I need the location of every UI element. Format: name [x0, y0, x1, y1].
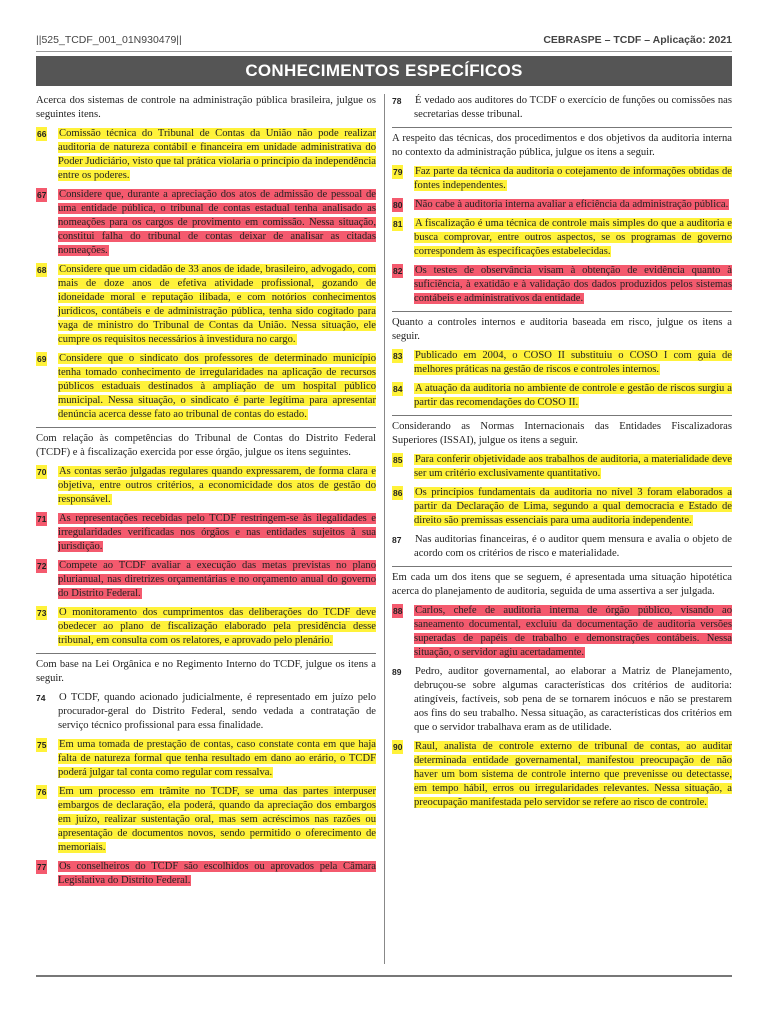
question-text-content: Os testes de observância visam à obtenção de evidência quanto à suficiência, à exatidão e à validação dos dados produzidos pelos sistemas contábeis e administrativos da entidade.: [414, 265, 732, 304]
section-divider: [392, 127, 732, 128]
question-text-content: As contas serão julgadas regulares quando expressarem, de forma clara e objetiva, entre outros critérios, a economicidade dos atos de gestão do responsável.: [58, 466, 376, 505]
question-item: [392, 486, 732, 528]
section-intro: Com base na Lei Orgânica e no Regimento Interno do TCDF, julgue os itens a seguir.: [36, 659, 376, 684]
question-text: [58, 352, 376, 422]
section-intro: Acerca dos sistemas de controle na administração pública brasileira, julgue os seguintes itens.: [36, 95, 376, 120]
question-item: [392, 165, 732, 193]
right-column: [392, 94, 732, 815]
question-item: [36, 352, 376, 422]
question-item: [36, 860, 376, 888]
question-text: [58, 785, 376, 855]
question-number: 69: [37, 354, 47, 364]
question-item: [36, 512, 376, 554]
question-number: 86: [393, 488, 403, 498]
page-header: [36, 34, 732, 48]
question-item: [392, 604, 732, 660]
question-text: [414, 665, 732, 735]
question-text-content: Não cabe à auditoria interna avaliar a eficiência da administração pública.: [415, 199, 729, 210]
column-divider: [384, 94, 385, 964]
question-number: 87: [392, 535, 402, 545]
question-text: [58, 606, 376, 648]
question-text-content: Nas auditorias financeiras, é o auditor quem mensura e avalia o objeto de acordo com os critérios de risco e materialidade.: [414, 534, 732, 559]
item-list: [36, 465, 376, 648]
question-text: [414, 264, 732, 306]
question-text-content: Considere que um cidadão de 33 anos de idade, brasileiro, advogado, com mais de doze anos de efetiva atividade profissional, gozando de idoneidade moral e reputação ilibada, e com notórios conhecimentos jurídicos, contábeis e de administração pública, tenha sido cogitado para vaga de ministro do Tribunal de Contas da União. Nessa situação, ele cumpre os requisitos necessários à investidura no cargo.: [58, 264, 376, 345]
question-item: [392, 94, 732, 122]
item-list: [36, 127, 376, 422]
question-text-content: Comissão técnica do Tribunal de Contas da União não pode realizar auditoria de natureza contábil e financeira em unidade administrativa do Poder Judiciário, visto que tal prática violaria o princípio da independência entre os poderes.: [58, 128, 377, 181]
question-item: [36, 738, 376, 780]
question-text: [58, 188, 376, 258]
question-number: 73: [37, 608, 47, 618]
question-number: 82: [393, 266, 403, 276]
question-text-content: Considere que, durante a apreciação dos atos de admissão de pessoal de uma entidade pública, o tribunal de contas estadual tenha analisado as nomeações para os cargos de provimento em comissão. Nessa situação, constitui falha do tribunal de contas deixar de analisar as citadas nomeações.: [58, 189, 376, 256]
question-item: [36, 263, 376, 347]
question-text: [58, 738, 376, 780]
question-item: [392, 533, 732, 561]
question-item: [392, 349, 732, 377]
item-list: [392, 349, 732, 410]
section-divider: [392, 566, 732, 567]
question-item: [392, 264, 732, 306]
question-item: [392, 382, 732, 410]
question-text: [414, 198, 732, 212]
question-text: [414, 94, 732, 122]
question-number: 66: [37, 129, 47, 139]
question-text: [414, 486, 732, 528]
question-text: [414, 349, 732, 377]
question-text: [414, 533, 732, 561]
section-divider: [392, 311, 732, 312]
question-text-content: Raul, analista de controle externo de tribunal de contas, ao auditar determinada entidade governamental, manifestou preocupação de não haver um bom sistema de controle interno que prevenisse ou detectasse, em tempo hábil, erros ou irregularidades relevantes. Nessa situação, a preocupação manifestada pelo servidor se refere ao risco de controle.: [414, 741, 732, 808]
section-divider: [36, 653, 376, 654]
question-item: [392, 740, 732, 810]
question-number: 80: [393, 200, 403, 210]
section-intro: Com relação às competências do Tribunal de Contas do Distrito Federal (TCDF) e à fiscalização exercida por esse órgão, julgue os itens seguintes.: [36, 433, 376, 458]
question-text: [414, 382, 732, 410]
question-text: [58, 691, 376, 733]
item-list: [392, 94, 732, 122]
document-code: ||525_TCDF_001_01N930479||: [36, 34, 182, 46]
question-item: [36, 785, 376, 855]
question-text-content: Os conselheiros do TCDF são escolhidos ou aprovados pela Câmara Legislativa do Distrito Federal.: [58, 861, 376, 886]
question-item: [36, 691, 376, 733]
question-text-content: Para conferir objetividade aos trabalhos de auditoria, a materialidade deve ser um critério exclusivamente quantitativo.: [414, 454, 732, 479]
question-text-content: O monitoramento dos cumprimentos das deliberações do TCDF deve obedecer ao plano de fiscalização elaborado pela presidência desse tribunal, em consulta com os relatores, e aprovado pelo plenário.: [58, 607, 376, 646]
question-number: 79: [393, 167, 403, 177]
question-text-content: É vedado aos auditores do TCDF o exercício de funções ou comissões nas secretarias desse tribunal.: [414, 95, 732, 120]
section-divider: [392, 415, 732, 416]
question-item: [392, 217, 732, 259]
section-intro: Considerando as Normas Internacionais das Entidades Fiscalizadoras Superiores (ISSAI), julgue os itens a seguir.: [392, 421, 732, 446]
question-number: 83: [393, 351, 403, 361]
question-text: [58, 860, 376, 888]
question-text-content: Em uma tomada de prestação de contas, caso constate conta em que haja falta de natureza formal que tenha resultado em dano ao erário, o TCDF poderá julgar tal conta como regular com ressalva.: [58, 739, 376, 778]
question-number: 76: [37, 787, 47, 797]
question-number: 88: [393, 606, 403, 616]
question-number: 84: [393, 384, 403, 394]
question-text-content: O TCDF, quando acionado judicialmente, é representado em juízo pelo procurador-geral do Distrito Federal, sendo vedada a contratação de serviço técnico profissional para essa finalidade.: [58, 692, 376, 731]
header-divider: [36, 51, 732, 52]
question-item: [392, 453, 732, 481]
question-item: [36, 127, 376, 183]
question-number: 89: [392, 667, 402, 677]
question-text: [58, 512, 376, 554]
question-text-content: Faz parte da técnica da auditoria o cotejamento de informações obtidas de fontes independentes.: [414, 166, 732, 191]
question-text-content: A fiscalização é uma técnica de controle mais simples do que a auditoria e busca comprovar, entre outros aspectos, se os programas de governo correspondem às especificações estabelecidas.: [414, 218, 732, 257]
question-item: [392, 665, 732, 735]
question-number: 78: [392, 96, 402, 106]
question-number: 77: [37, 862, 47, 872]
question-number: 71: [37, 514, 47, 524]
question-text-content: A atuação da auditoria no ambiente de controle e gestão de riscos surgiu a partir das recomendações do COSO II.: [414, 383, 732, 408]
question-text-content: Compete ao TCDF avaliar a execução das metas previstas no plano plurianual, nas diretrizes orçamentárias e no orçamento anual do governo do Distrito Federal.: [58, 560, 376, 599]
question-item: [36, 559, 376, 601]
left-column: [36, 94, 376, 893]
question-number: 67: [37, 190, 47, 200]
question-text-content: Carlos, chefe de auditoria interna de órgão público, visando ao saneamento documental, excluiu da documentação de auditoria versões superadas de papéis de trabalho e demonstrações contábeis. Nessa situação, o servidor agiu acertadamente.: [414, 605, 732, 658]
question-text: [58, 263, 376, 347]
item-list: [36, 691, 376, 888]
question-number: 70: [37, 467, 47, 477]
section-banner: CONHECIMENTOS ESPECÍFICOS: [36, 56, 732, 86]
question-number: 90: [393, 742, 403, 752]
question-number: 85: [393, 455, 403, 465]
question-number: 68: [37, 265, 47, 275]
question-number: 81: [393, 219, 403, 229]
question-text-content: Pedro, auditor governamental, ao elaborar a Matriz de Planejamento, debruçou-se sobre algumas características dos critérios de auditoria: atingíveis, factíveis, sob pena de se tornarem inócuos e não se prestarem aos fins do seu trabalho. Nessa situação, as características dos critérios em que o servidor trabalhava eram as de utilidade.: [414, 666, 732, 733]
question-text: [58, 465, 376, 507]
question-number: 74: [36, 693, 46, 703]
footer-divider: [36, 975, 732, 977]
item-list: [392, 604, 732, 810]
question-text: [414, 740, 732, 810]
question-text: [414, 453, 732, 481]
section-intro: Quanto a controles internos e auditoria baseada em risco, julgue os itens a seguir.: [392, 317, 732, 342]
question-text: [58, 559, 376, 601]
question-item: [392, 198, 732, 212]
question-text: [414, 165, 732, 193]
question-text: [414, 217, 732, 259]
section-intro: Em cada um dos itens que se seguem, é apresentada uma situação hipotética acerca do planejamento de auditoria, seguida de uma assertiva a ser julgada.: [392, 572, 732, 597]
question-number: 72: [37, 561, 47, 571]
question-text-content: Considere que o sindicato dos professores de determinado município tenha tomado conhecimento de irregularidades na aplicação de recursos públicos estaduais destinados à ampliação de um hospital público municipal. Nessa situação, o sindicato é parte legítima para apresentar denúncia acerca desse fato ao tribunal de contas do estado.: [58, 353, 376, 420]
question-number: 75: [37, 740, 47, 750]
question-text: [58, 127, 376, 183]
question-item: [36, 465, 376, 507]
question-text-content: Em um processo em trâmite no TCDF, se uma das partes interpuser embargos de declaração, ela poderá, quando da apreciação dos embargos em juízo, realizar sustentação oral, mas sem acréscimos nas razões ou apresentação de documentos novos, sendo permitido o oferecimento de memoriais.: [58, 786, 376, 853]
question-text-content: Os princípios fundamentais da auditoria no nível 3 foram elaborados a partir da Declaração de Lima, segundo a qual democracia e Estado de direito são premissas essenciais para uma auditoria independente.: [414, 487, 732, 526]
section-divider: [36, 427, 376, 428]
item-list: [392, 453, 732, 561]
question-item: [36, 188, 376, 258]
item-list: [392, 165, 732, 306]
question-item: [36, 606, 376, 648]
question-text: [414, 604, 732, 660]
section-intro: A respeito das técnicas, dos procedimentos e dos objetivos da auditoria interna no contexto da administração pública, julgue os itens a seguir.: [392, 133, 732, 158]
question-text-content: As representações recebidas pelo TCDF restringem-se às ilegalidades e irregularidades verificadas nos órgãos e nas entidades sujeitos à sua jurisdição.: [58, 513, 376, 552]
question-text-content: Publicado em 2004, o COSO II substituiu o COSO I com guia de melhores práticas na gestão de riscos e controles internos.: [414, 350, 732, 375]
exam-organization: CEBRASPE – TCDF – Aplicação: 2021: [543, 34, 732, 46]
